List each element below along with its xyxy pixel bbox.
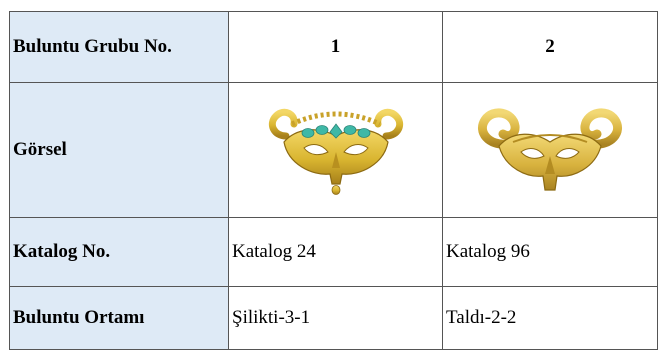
header-cell-group-no: Buluntu Grubu No. xyxy=(10,12,229,83)
find-context-value-2: Taldı-2-2 xyxy=(443,287,658,350)
table-row xyxy=(10,12,658,83)
table-row xyxy=(10,83,658,218)
table-row xyxy=(10,287,658,350)
header-cell-image: Görsel xyxy=(10,83,229,218)
table-row xyxy=(10,218,658,287)
gold-ram-horned-mask-ornament xyxy=(465,102,635,198)
image-cell-2 xyxy=(443,83,658,218)
header-cell-find-context: Buluntu Ortamı xyxy=(10,287,229,350)
group-number-2: 2 xyxy=(443,12,658,83)
gold-mask-ornament-with-turquoise-inlay xyxy=(256,102,416,198)
image-cell-1 xyxy=(229,83,443,218)
catalog-table xyxy=(9,11,658,350)
header-cell-catalog-no: Katalog No. xyxy=(10,218,229,287)
find-context-value-1: Şilikti-3-1 xyxy=(229,287,443,350)
group-number-1: 1 xyxy=(229,12,443,83)
catalog-value-2: Katalog 96 xyxy=(443,218,658,287)
catalog-value-1: Katalog 24 xyxy=(229,218,443,287)
